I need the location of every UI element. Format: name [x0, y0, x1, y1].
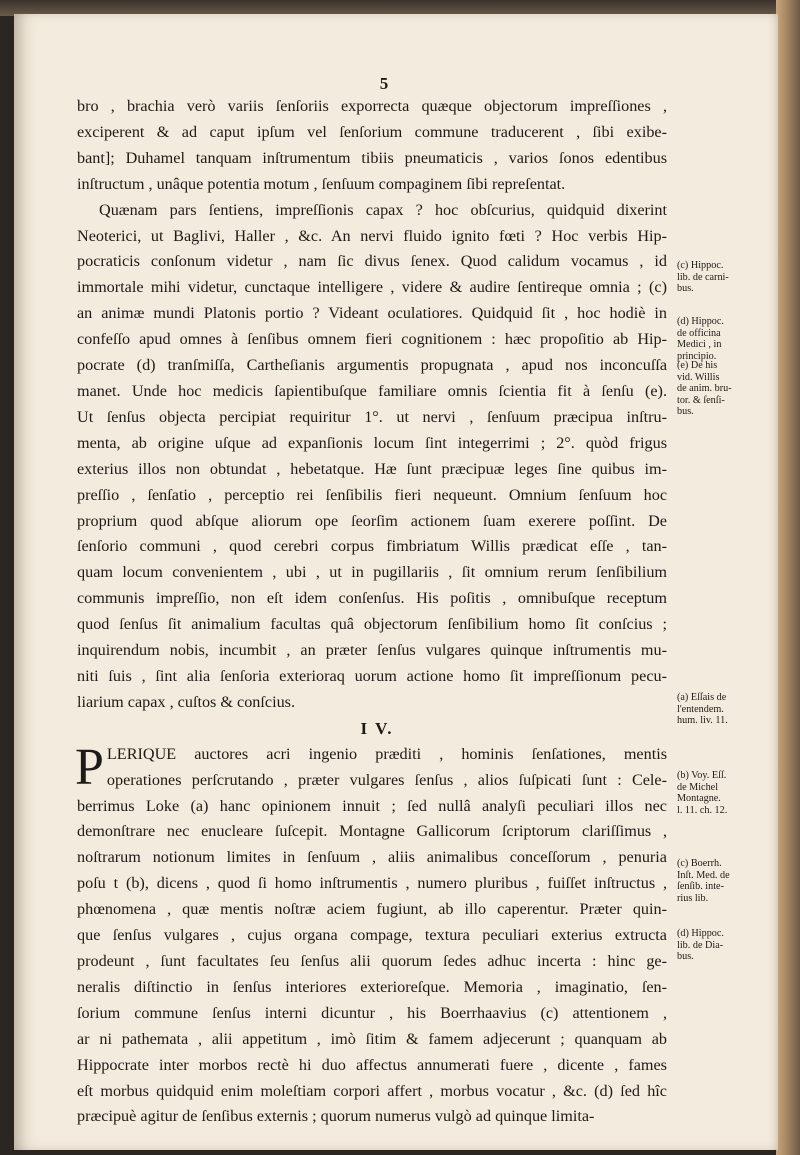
text-line: Ut ſenſus objecta percipiat requiritur 1°. ut nervi , ſenſuum præcipua inſtru-: [77, 407, 667, 426]
text-line: proprium quod abſque aliorum ope ſeorſim actionem ſuam exerere poſſint. De: [77, 511, 667, 530]
page-number: 5: [379, 74, 389, 93]
margin-note-line: Medici , in: [677, 339, 722, 350]
text-line: bro , brachia verò variis ſenſoriis exporrecta quæque objectorum impreſſiones ,: [77, 97, 667, 115]
margin-note: [677, 260, 772, 295]
margin-note-line: (b) Voy. Eſſ.: [677, 770, 727, 781]
text-line: operationes perſcrutando , præter vulgares ſenſus , alios ſuſpicati ſunt : Cele-: [106, 770, 667, 789]
text-line: quod ſenſus ſit animalium facultas quâ objectorum ſenſibilium homo ſit conſcius ;: [77, 615, 667, 634]
drop-cap: P: [75, 738, 104, 796]
text-line: que ſenſus vulgares , cujus organa compage, textura peculiari exterius extructa: [77, 926, 667, 945]
margin-note: [677, 770, 772, 816]
paragraph-3-body: [77, 794, 667, 1131]
text-line: prodeunt , ſunt facultates ſeu ſenſus alii quorum ſedes adhuc incerta : hinc ge-: [77, 952, 667, 970]
margin-note-line: lib. de carni-: [677, 271, 729, 283]
margin-note-line: (e) De his: [677, 360, 718, 371]
text-line: noſtrarum notionum limites in ſenſuum , aliis animalibus conceſſorum , penuria: [77, 848, 667, 867]
text-line: eſt morbus quidquid enim moleſtiam corpori affert , morbus vocatur , &c. (d) ſed hîc: [77, 1081, 667, 1100]
book-edge: [776, 0, 800, 1155]
text-line: inſtructum , unâque potentia motum , ſenſuum compaginem ſibi repreſentat.: [77, 174, 566, 193]
text-line: confeſſo apud omnes à ſenſibus omnem fieri cognitionem : hæc propoſitio ab Hip-: [77, 330, 667, 349]
text-line: phœnomena , quæ mentis noſtræ aciem fugiunt, ab illo caperentur. Præter quin-: [77, 900, 667, 919]
text-line: immortale mihi videtur, cunctaque intelligere , videre & audire ſentireque omnia ; (c): [77, 278, 667, 297]
text-line: liarium capax , cuſtos & conſcius.: [77, 692, 296, 711]
text-line: manet. Unde hoc medicis ſapientibuſque familiare omnis ſcientia fit à ſenſu (e).: [77, 381, 667, 400]
margin-note-line: tor. & ſenſi-: [677, 394, 725, 406]
paragraph-2: [77, 198, 667, 716]
text-line: inquirendum nobis, incumbit , an præter ſenſus vulgares quinque inſtrumentis mu-: [77, 641, 667, 660]
text-line: neralis diſtinctio in ſenſus interiores exterioreſque. Memoria , imaginatio, ſen-: [77, 977, 667, 996]
margin-note-line: bus.: [677, 406, 694, 417]
text-line: ar ni pathemata , alii appetitum , imò ſitim & famem adjecerunt ; quanquam ab: [77, 1029, 667, 1048]
margin-note-line: vid. Willis: [677, 371, 720, 383]
text-line: præcipuè agitur de ſenſibus externis ; quorum numerus vulgò ad quinque limita-: [77, 1107, 595, 1126]
margin-note-line: bus.: [677, 283, 694, 294]
margin-note-line: principio.: [677, 350, 717, 362]
margin-note-line: de Michel: [677, 781, 719, 793]
paragraph-3: [75, 738, 667, 1131]
text-line: bant]; Duhamel tanquam inſtrumentum tibiis pneumaticis , varios ſonos edentibus: [77, 148, 667, 167]
text-line: preſſio , ſenſatio , perceptio rei ſenſibilis fieri nequeunt. Omnium ſenſuum hoc: [77, 485, 667, 504]
text-line: demonſtrare nec enucleare ſuſcepit. Montagne Gallicorum ſcriptorum clariſſimus ,: [77, 822, 667, 841]
margin-note: [677, 692, 772, 727]
paragraph-1: [77, 94, 667, 198]
book-page: [14, 14, 778, 1150]
margin-note: [677, 360, 772, 418]
margin-note-line: l'entendem.: [677, 703, 724, 715]
text-line: communis impreſſio, non eſt idem conſenſus. His poſitis , omnibuſque receptum: [77, 589, 667, 608]
margin-note-line: (c) Boerrh.: [677, 858, 722, 869]
section-heading: I V.: [360, 718, 394, 738]
margin-note-line: lib. de Dia-: [677, 939, 724, 951]
text-line: an animæ mundi Platonis portio ? Videant oculatiores. Quidquid ſit , hoc hodiè in: [77, 304, 667, 323]
text-line: pocraticis conſonum videtur , nam ſic divus ſenex. Quod calidum vocamus , id: [77, 252, 667, 271]
text-line: quam locum convenientem , ubi , ut in pugillariis , ſit omnium rerum ſenſibilium: [77, 563, 667, 582]
margin-note: [677, 928, 772, 963]
margin-note: [677, 858, 772, 904]
text-line: exciperent & ad caput ipſum vel ſenſorium commune traducerent , ſibi exibe-: [77, 122, 667, 141]
margin-note-line: (a) Eſſais de: [677, 692, 727, 703]
text-line: berrimus Loke (a) hanc opinionem innuit ; ſed nullâ analyſi peculiari illos nec: [77, 796, 667, 815]
text-line: pocrate (d) tranſmiſſa, Cartheſianis argumentis propugnata , apud nos inconcuſſa: [77, 356, 667, 375]
margin-note-line: (c) Hippoc.: [677, 260, 724, 271]
text-line: Neoterici, ut Baglivi, Haller , &c. An nervi fluido ignito fœti ? Hoc verbis Hip-: [77, 226, 667, 245]
margin-note-line: bus.: [677, 951, 694, 962]
margin-note-line: (d) Hippoc.: [677, 316, 724, 327]
text-line: Quænam pars ſentiens, impreſſionis capax ? hoc obſcurius, quidquid dixerint: [99, 200, 667, 219]
text-line: Hippocrate inter morbos rectè hi duo affectus annumerati fuere , dicente , fames: [77, 1055, 667, 1074]
text-line: poſu t (b), dicens , quod ſi homo inſtrumentis , numero pluribus , fuiſſet inſtructus ,: [77, 874, 667, 893]
margin-note-line: de officina: [677, 327, 721, 339]
margin-note-line: rius lib.: [677, 892, 709, 904]
margin-note-line: Inſt. Med. de: [677, 869, 730, 881]
margin-note: [677, 316, 772, 362]
margin-note-line: de anim. bru-: [677, 383, 732, 394]
text-line: exterius illos non obtundat , hebetatque. Hæ ſunt præcipuæ leges ſine quibus im-: [77, 459, 667, 478]
main-text: [77, 94, 667, 1130]
text-line: ſorium commune ſenſus interni dicuntur , his Boerrhaavius (c) attentionem ,: [77, 1003, 667, 1022]
margin-note-line: hum. liv. 11.: [677, 715, 728, 726]
margin-note-line: Montagne.: [677, 793, 721, 804]
margin-note-line: l. 11. ch. 12.: [677, 804, 728, 816]
text-line: ſenſorio communi , quod cerebri corpus fimbriatum Willis prædicat eſſe , tan-: [77, 537, 667, 556]
text-line: LERIQUE auctores acri ingenio præditi , hominis ſenſationes, mentis: [106, 744, 667, 763]
margin-note-line: ſenſib. inte-: [677, 881, 724, 892]
margin-note-line: (d) Hippoc.: [677, 928, 724, 939]
text-line: menta, ab origine uſque ad expanſionis locum ſint integerrimi ; 2°. quòd frigus: [77, 433, 667, 452]
text-line: niti ſuis , ſint alia ſenſoria exterioraq uorum actione homo ſit impreſſionum pecu-: [77, 666, 667, 685]
